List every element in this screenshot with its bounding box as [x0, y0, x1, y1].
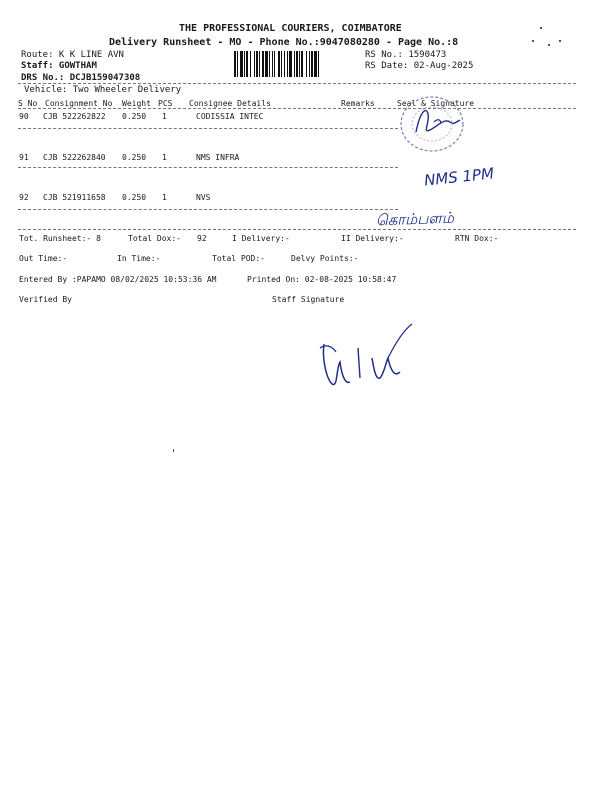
runsheet-subtitle: Delivery Runsheet - MO - Phone No.:9047080280 - Page No.:8 [109, 37, 459, 48]
barcode-bar [314, 51, 317, 77]
vehicle-text: Vehicle: Two Wheeler Delivery [24, 85, 182, 95]
staff-signature-label: Staff Signature [272, 295, 345, 304]
i-delivery: I Delivery:- [232, 234, 290, 243]
barcode-bar [265, 51, 268, 77]
row-consignment: CJB 522262840 [43, 153, 106, 162]
row-consignment: CJB 521911658 [43, 193, 106, 202]
barcode-bar [301, 51, 303, 77]
barcode-bar [274, 51, 275, 77]
total-dox-label: Total Dox:- [128, 234, 181, 243]
delvy-points: Delvy Points:- [291, 254, 359, 263]
printed-on: Printed On: 02-08-2025 10:58:47 [247, 275, 397, 284]
barcode-bar [240, 51, 243, 77]
barcode-bar [246, 51, 248, 77]
handwritten-note-nvs: கொம்பளம் [375, 208, 455, 230]
barcode-bar [234, 51, 236, 77]
row-pcs: 1 [162, 153, 167, 162]
barcode-bar [269, 51, 270, 77]
row-consignee: NMS INFRA [196, 153, 240, 162]
barcode-bar [289, 51, 292, 77]
rs-date: RS Date: 02-Aug-2025 [365, 61, 474, 71]
row-weight: 0.250 [122, 153, 147, 162]
barcode-bar [296, 51, 298, 77]
seal-stamp [398, 92, 478, 158]
row-sno: 91 [19, 153, 29, 162]
staff-signature-scribble [316, 318, 416, 396]
header-seal-signature: Seal & Signature [397, 99, 475, 108]
in-time: In Time:- [117, 254, 161, 263]
header-remarks: Remarks [341, 99, 375, 108]
header-weight: Weight [122, 99, 151, 108]
row-consignee: CODISSIA INTEC [196, 112, 264, 121]
barcode-bar [306, 51, 307, 77]
barcode-bar [254, 51, 255, 77]
ii-delivery: II Delivery:- [341, 234, 404, 243]
total-pod: Total POD:- [212, 254, 265, 263]
staff-text: Staff: GOWTHAM [21, 61, 97, 71]
route-text: Route: K K LINE AVN [21, 50, 124, 60]
row-weight: 0.250 [122, 193, 147, 202]
barcode-bar [281, 51, 282, 77]
barcode-bar [259, 51, 260, 77]
barcode-bar [278, 51, 280, 77]
barcode-bar [272, 51, 273, 77]
row-consignment: CJB 522262822 [43, 112, 106, 121]
row-weight: 0.250 [122, 112, 147, 121]
barcode [234, 51, 358, 77]
barcode-bar [256, 51, 258, 77]
rtn-dox: RTN Dox:- [455, 234, 499, 243]
barcode-bar [284, 51, 285, 77]
barcode-bar [311, 51, 313, 77]
tot-runsheet: Tot. Runsheet:- 8 [19, 234, 101, 243]
barcode-bar [244, 51, 245, 77]
row-sno: 90 [19, 112, 29, 121]
row-pcs: 1 [162, 112, 167, 121]
drs-number: DRS No.: DCJB159047308 [21, 73, 141, 83]
barcode-bar [287, 51, 288, 77]
header-consignment: Consignment No [45, 99, 113, 108]
entered-by: Entered By :PAPAMO 08/02/2025 10:53:36 AM [19, 275, 217, 284]
total-dox-value: 92 [197, 234, 207, 243]
barcode-bar [299, 51, 300, 77]
rs-number: RS No.: 1590473 [365, 50, 447, 60]
barcode-bar [237, 51, 238, 77]
header-pcs: PCS [158, 99, 173, 108]
header-consignee: Consignee Details [189, 99, 271, 108]
barcode-bar [318, 51, 319, 77]
out-time: Out Time:- [19, 254, 68, 263]
barcode-bar [262, 51, 264, 77]
verified-by: Verified By [19, 295, 72, 304]
barcode-bar [294, 51, 295, 77]
row-sno: 92 [19, 193, 29, 202]
barcode-bar [250, 51, 251, 77]
row-consignee: NVS [196, 193, 211, 202]
barcode-bar [309, 51, 310, 77]
row-pcs: 1 [162, 193, 167, 202]
company-title: THE PROFESSIONAL COURIERS, COIMBATORE [179, 23, 402, 34]
header-sno: S No [18, 99, 38, 108]
handwritten-note-nms: NMS 1PM [423, 164, 495, 190]
